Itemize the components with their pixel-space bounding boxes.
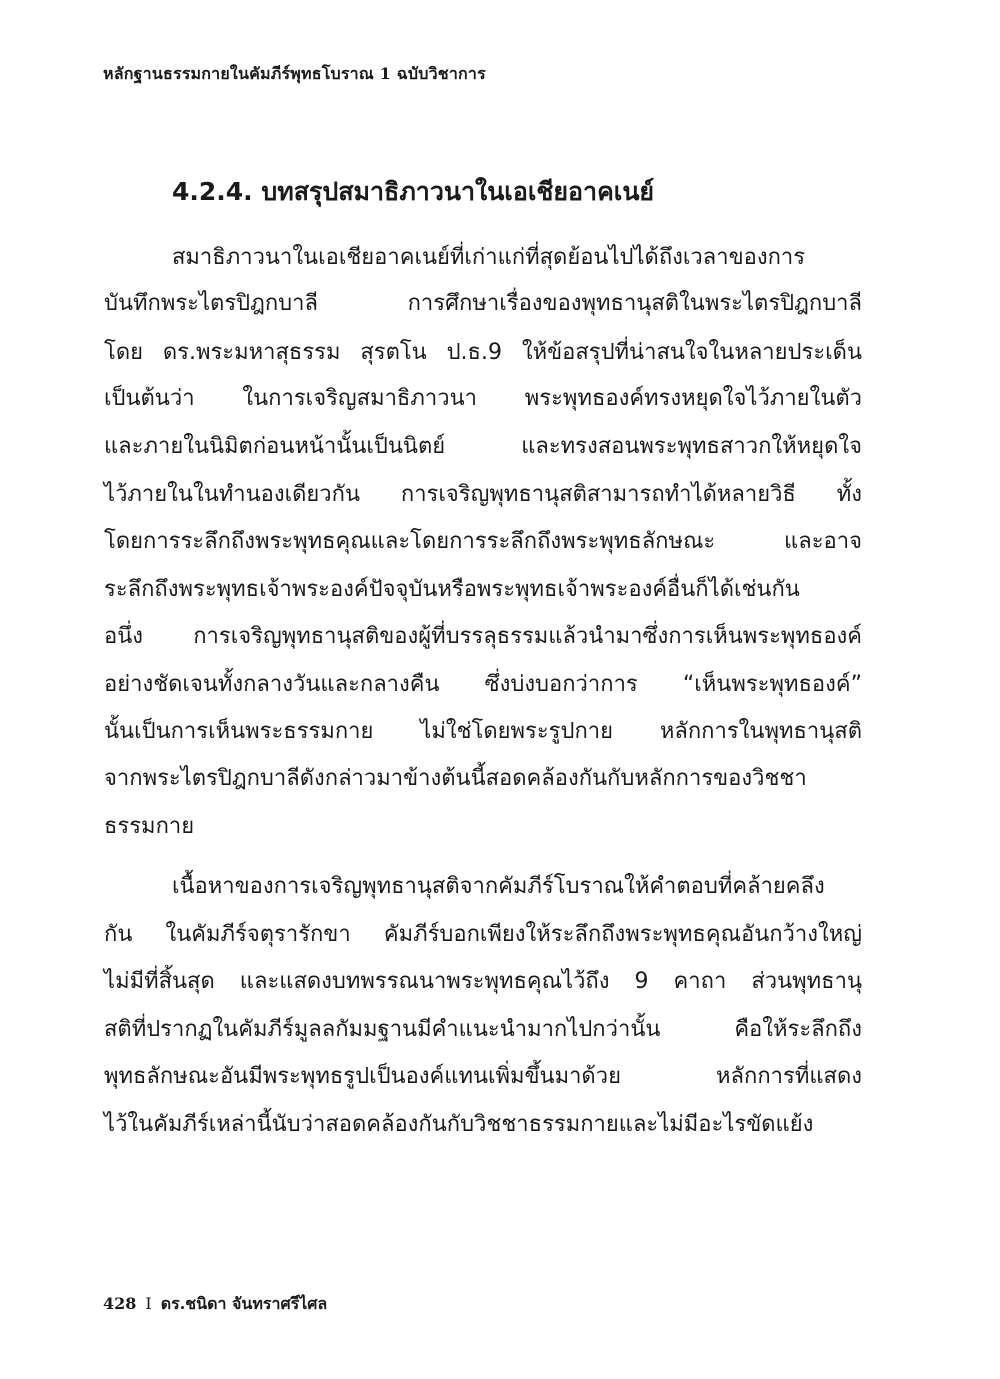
text-line: พุทธลักษณะอันมีพระพุทธรูปเป็นองค์แทนเพิ่มขึ้นมาด้วย หลักการที่แสดง <box>104 1064 862 1089</box>
text-line: อนึ่ง การเจริญพุทธานุสติของผู้ที่บรรลุธรรมแล้วนำมาซึ่งการเห็นพระพุทธองค์ <box>104 624 862 649</box>
text-line: ไว้ภายในในทำนองเดียวกัน การเจริญพุทธานุสติสามารถทำได้หลายวิธี ทั้ง <box>104 482 862 507</box>
running-header: หลักฐานธรรมกายในคัมภีร์พุทธโบราณ 1 ฉบับวิชาการ <box>103 64 486 83</box>
page-number: 428 <box>103 1294 137 1313</box>
text-line: และภายในนิมิตก่อนหน้านั้นเป็นนิตย์ และทรงสอนพระพุทธสาวกให้หยุดใจ <box>104 434 862 459</box>
text-line: จากพระไตรปิฎกบาลีดังกล่าวมาข้างต้นนี้สอดคล้องกันกับหลักการของวิชชา <box>104 766 807 791</box>
author-name: ดร.ชนิดา จันทราศรีไศล <box>160 1294 328 1313</box>
text-line: ธรรมกาย <box>104 814 195 839</box>
text-line: อย่างชัดเจนทั้งกลางวันและกลางคืน ซึ่งบ่งบอกว่าการ “เห็นพระพุทธองค์” <box>104 672 862 697</box>
text-line: ระลึกถึงพระพุทธเจ้าพระองค์ปัจจุบันหรือพระพุทธเจ้าพระองค์อื่นก็ได้เช่นกัน <box>104 577 800 602</box>
text-line: เนื้อหาของการเจริญพุทธานุสติจากคัมภีร์โบราณให้คำตอบที่คล้ายคลึง <box>172 874 825 899</box>
text-line: บันทึกพระไตรปิฎกบาลี การศึกษาเรื่องของพุทธานุสติในพระไตรปิฎกบาลี <box>104 291 862 316</box>
text-line: ไม่มีที่สิ้นสุด และแสดงบทพรรณนาพระพุทธคุณไว้ถึง 9 คาถา ส่วนพุทธานุ <box>104 969 862 994</box>
text-line: สติที่ปรากฏในคัมภีร์มูลลกัมมฐานมีคำแนะนำมากไปกว่านั้น คือให้ระลึกถึง <box>104 1017 862 1042</box>
text-line: เป็นต้นว่า ในการเจริญสมาธิภาวนา พระพุทธองค์ทรงหยุดใจไว้ภายในตัว <box>104 386 862 411</box>
text-line: นั้นเป็นการเห็นพระธรรมกาย ไม่ใช่โดยพระรูปกาย หลักการในพุทธานุสติ <box>104 719 862 744</box>
section-heading: 4.2.4. บทสรุปสมาธิภาวนาในเอเชียอาคเนย์ <box>172 177 655 206</box>
page-footer <box>103 1292 327 1317</box>
footer-separator: I <box>145 1294 152 1313</box>
text-line: โดยการระลึกถึงพระพุทธคุณและโดยการระลึกถึงพระพุทธลักษณะ และอาจ <box>104 529 862 554</box>
text-line: กัน ในคัมภีร์จตุรารักขา คัมภีร์บอกเพียงให้ระลึกถึงพระพุทธคุณอันกว้างใหญ่ <box>104 922 862 947</box>
text-line: สมาธิภาวนาในเอเชียอาคเนย์ที่เก่าแก่ที่สุดย้อนไปได้ถึงเวลาของการ <box>172 245 806 270</box>
text-line: โดย ดร.พระมหาสุธรรม สุรตโน ป.ธ.9 ให้ข้อสรุปที่น่าสนใจในหลายประเด็น <box>104 340 862 365</box>
text-line: ไว้ในคัมภีร์เหล่านี้นับว่าสอดคล้องกันกับวิชชาธรรมกายและไม่มีอะไรขัดแย้ง <box>104 1112 814 1137</box>
